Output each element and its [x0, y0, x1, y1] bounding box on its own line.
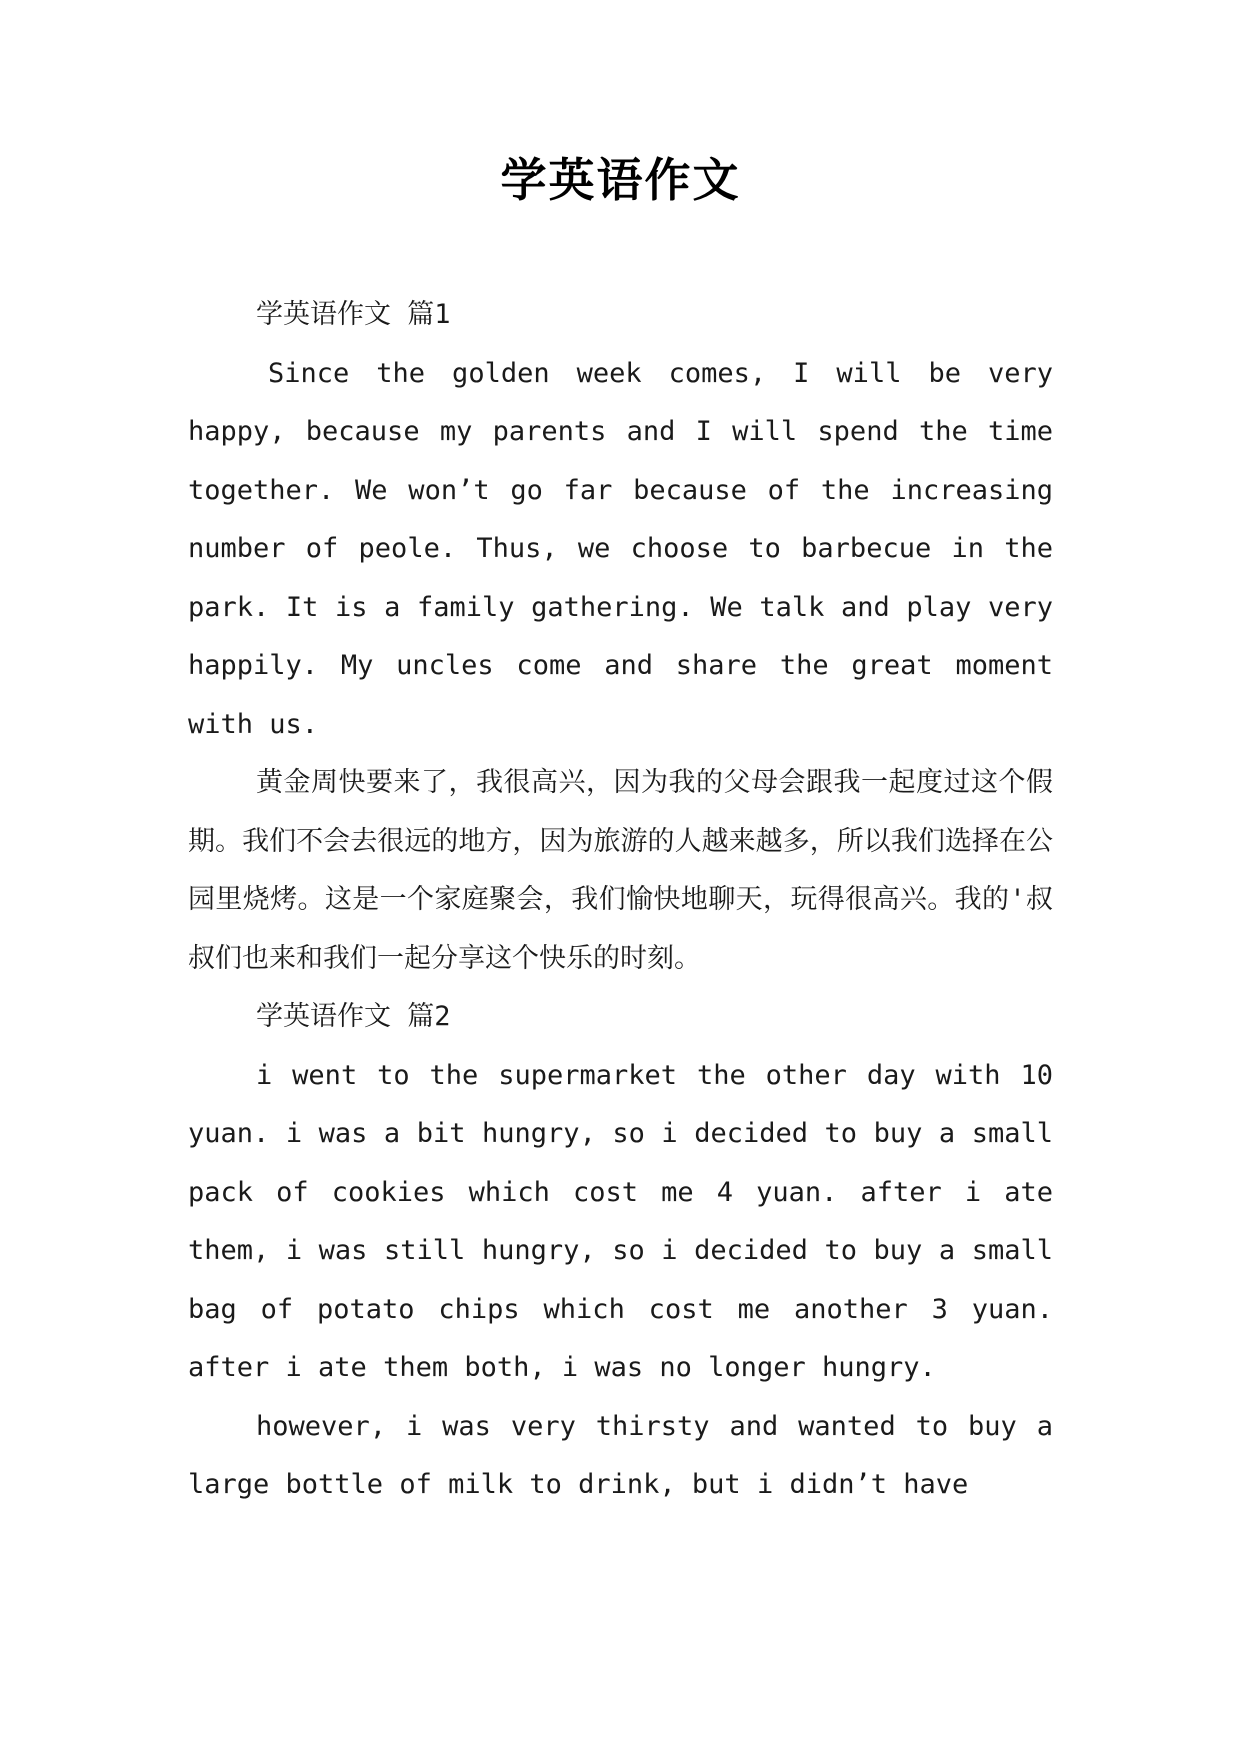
- paragraph-english-1: Since the golden week comes, I will be very happy, because my parents and I will spend the time together. We won’t go far because of the increasing number of peole. Thus, we choose to barbecue in the park. It is a family gathering. We talk and play very happily. My uncles come and share the great moment with us.: [188, 357, 1053, 740]
- section-heading-1: 学英语作文 篇1: [256, 299, 451, 330]
- document-body: [188, 286, 1053, 1515]
- paragraph-english-3: however, i was very thirsty and wanted to buy a large bottle of milk to drink, but i didn’t have: [188, 1410, 1053, 1500]
- paragraph-english-2: i went to the supermarket the other day with 10 yuan. i was a bit hungry, so i decided to buy a small pack of cookies which cost me 4 yuan. after i ate them, i was still hungry, so i decided to buy a small bag of potato chips which cost me another 3 yuan. after i ate them both, i was no longer hungry.: [188, 1059, 1053, 1383]
- paragraph-chinese-1: 黄金周快要来了，我很高兴，因为我的父母会跟我一起度过这个假期。我们不会去很远的地方，因为旅游的人越来越多，所以我们选择在公园里烧烤。这是一个家庭聚会，我们愉快地聊天，玩得很高兴。我的'叔叔们也来和我们一起分享这个快乐的时刻。: [188, 767, 1053, 974]
- section-heading-2: 学英语作文 篇2: [256, 1001, 451, 1032]
- document-title: 学英语作文: [500, 153, 741, 207]
